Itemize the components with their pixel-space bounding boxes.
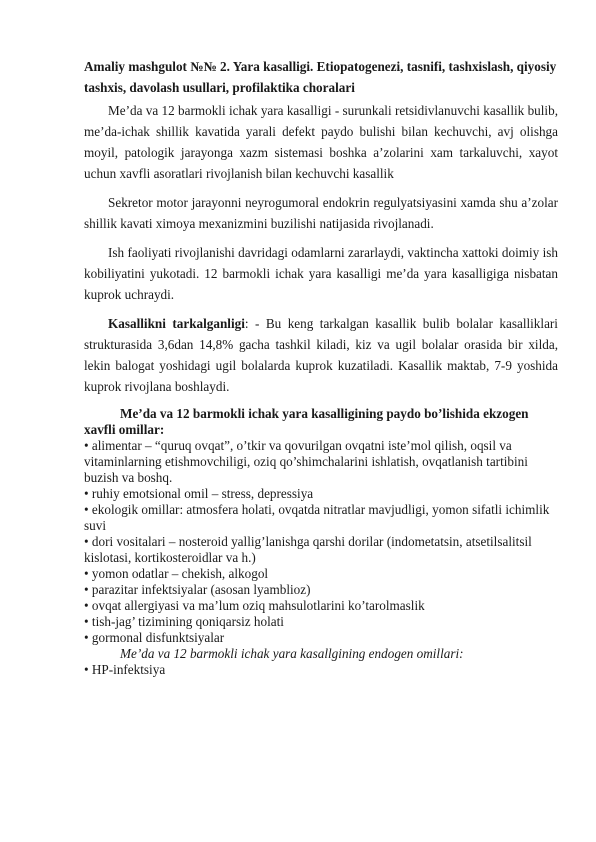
exogenous-heading: Me’da va 12 barmokli ichak yara kasalligining paydo bo’lishida ekzogen xavfli omillar: [84,406,529,437]
list-item: • ovqat allergiyasi va ma’lum oziq mahsulotlarini ko’tarolmaslik [84,598,425,613]
list-item: • dori vositalari – nosteroid yallig’lanishga qarshi dorilar (indometatsin, atsetilsalitsil kislotasi, kortikosteroidlar va h.) [84,534,532,565]
list-item: • ruhiy emotsional omil – stress, depressiya [84,486,314,501]
list-item: • gormonal disfunktsiyalar [84,630,225,645]
exogenous-factor-list [84,438,558,646]
prevalence-text: : - Bu keng tarkalgan kasallik bulib bolalar kasalliklari strukturasida 3,6dan 14,8% gacha tashkil kiladi, kiz va ugil bolalar orasida bir xilda, lekin balogat yoshidagi ugil bolalarda kuprok kuzatiladi. Kasallik maktab, 7-9 yoshida kuprok rivojlana boshlaydi. [84,316,558,394]
document-title: Amaliy mashgulot №№ 2. Yara kasalligi. Etiopatogenezi, tasnifi, tashxislash, qiyosiy tashxis, davolash usullari, profilaktika choralari [84,59,557,95]
paragraph-occurrence: Ish faoliyati rivojlanishi davridagi odamlarni zararlaydi, vaktincha xattoki doimiy ish kobiliyatini yukotadi. 12 barmokli ichak yara kasalligi me’da yara kasalligiga nisbatan kuprok uchraydi. [84,245,558,302]
endogenous-factor-list [84,662,558,678]
paragraph-definition: Me’da va 12 barmokli ichak yara kasalligi - surunkali retsidivlanuvchi kasallik bulib, me’da-ichak shillik kavatida yarali defekt paydo bulishi bilan kechuvchi, avj olishga moyil, patologik jarayonga xazm sistemasi boshka a’zolarini xam tarkaluvchi, xayot uchun xavfli asoratlari rivojlanish bilan kechuvchi kasallik [84,103,558,181]
list-item: • ekologik omillar: atmosfera holati, ovqatda nitratlar mavjudligi, yomon sifatli ichimlik suvi [84,502,550,533]
list-item: • alimentar – “quruq ovqat”, o’tkir va qovurilgan ovqatni iste’mol qilish, oqsil va vitaminlarning etishmovchiligi, oziq qo’shimchalarini ishlatish, ovqatlanish tartibini buzish va boshq. [84,438,528,485]
prevalence-label: Kasallikni tarkalganligi [108,316,245,331]
list-item: • tish-jag’ tizimining qoniqarsiz holati [84,614,284,629]
paragraph-prevalence [84,313,558,397]
paragraph-pathogenesis: Sekretor motor jarayonni neyrogumoral endokrin regulyatsiyasini xamda shu a’zolar shillik kavati ximoya mexanizmini buzilishi natijasida rivojlanadi. [84,195,558,231]
list-item: • yomon odatlar – chekish, alkogol [84,566,269,581]
endogenous-heading: Me’da va 12 barmokli ichak yara kasallgining endogen omillari: [120,646,464,661]
list-item: • HP-infektsiya [84,662,166,677]
list-item: • parazitar infektsiyalar (asosan lyamblioz) [84,582,311,597]
